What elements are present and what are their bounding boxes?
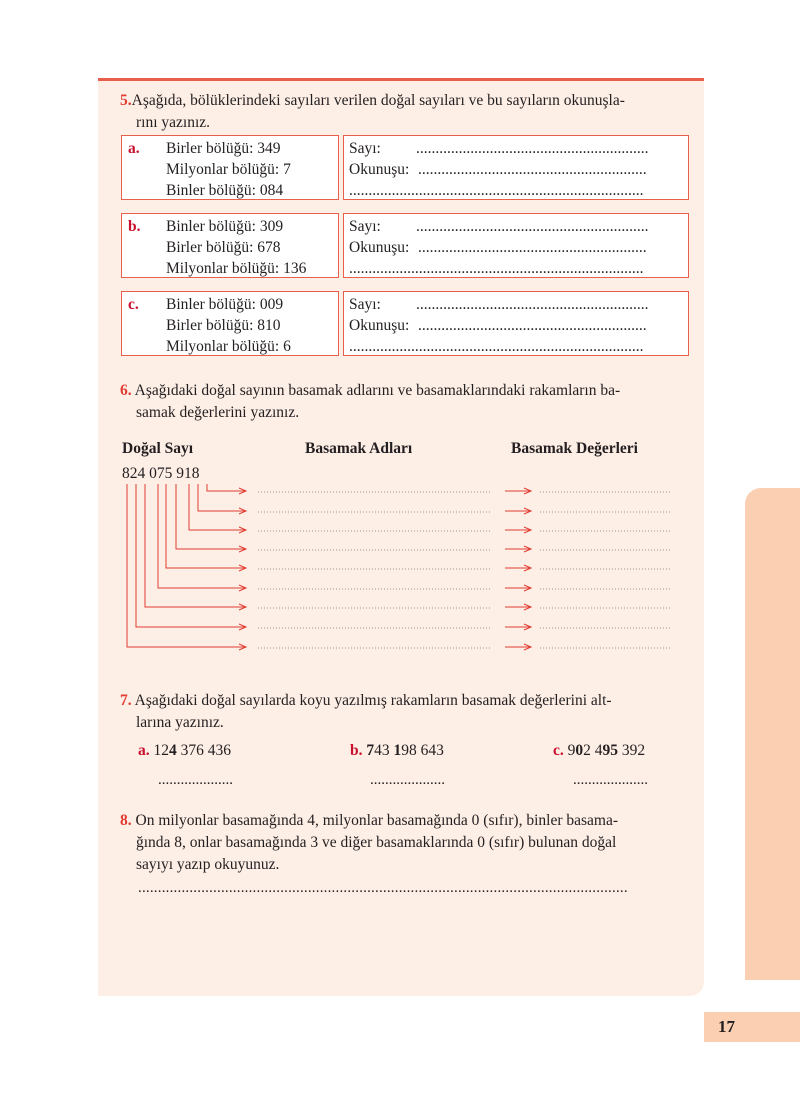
q7-number: 7. <box>120 692 132 709</box>
sayi-label: Sayı: <box>349 218 381 235</box>
q7-answer-line[interactable]: .................... <box>158 772 233 788</box>
q5-item-label: c. <box>128 296 139 313</box>
connector-arrow <box>166 484 246 568</box>
blank-answer-line[interactable]: ............................................................................ <box>349 182 644 199</box>
sayi-label: Sayı: <box>349 140 381 157</box>
connector-arrow <box>198 484 246 511</box>
q7-prompt <box>120 690 700 734</box>
q5-text-line2: rını yazınız. <box>136 114 211 131</box>
value-arrow <box>505 585 531 591</box>
bold-digit: 1 <box>393 742 402 759</box>
q7-answer-line[interactable]: .................... <box>573 772 648 788</box>
q5-text-line1: Aşağıda, bölüklerindeki sayıları verilen doğal sayıları ve bu sayıların okunuşla- <box>131 92 625 109</box>
q5-item-line: Birler bölüğü: 349 <box>166 140 281 157</box>
digit-text: 43 <box>374 742 394 759</box>
digit-text: 376 436 <box>176 742 231 759</box>
value-arrow <box>505 565 531 571</box>
sayi-label: Sayı: <box>349 296 381 313</box>
q7-answer-line[interactable]: .................... <box>370 772 445 788</box>
q6-col-dogal: Doğal Sayı <box>122 440 194 457</box>
q5-item-line: Binler bölüğü: 309 <box>166 218 284 235</box>
q7-item-c <box>553 742 645 760</box>
blank-answer-line[interactable]: ............................................................................ <box>349 338 644 355</box>
value-arrow <box>505 644 531 650</box>
sayi-answer-line[interactable]: ............................................................ <box>416 218 649 235</box>
value-arrow <box>505 624 531 630</box>
q7-item-label: b. <box>350 742 363 759</box>
bold-digit: 0 <box>575 742 584 759</box>
connector-arrow <box>136 484 246 627</box>
value-arrow <box>505 508 531 514</box>
q8-text-line1: On milyonlar basamağında 4, milyonlar basamağında 0 (sıfır), binler basama- <box>135 812 619 829</box>
connector-arrow <box>207 484 246 491</box>
q6-text-line1: Aşağıdaki doğal sayının basamak adlarını ve basamaklarındaki rakamların ba- <box>134 382 621 399</box>
q7-text-line1: Aşağıdaki doğal sayılarda koyu yazılmış rakamların basamak değerlerini alt- <box>134 692 612 709</box>
connector-arrow <box>158 484 246 588</box>
q5-item-label: b. <box>128 218 141 235</box>
digit-text: 98 643 <box>401 742 444 759</box>
value-arrow <box>505 488 531 494</box>
value-arrow <box>505 604 531 610</box>
okunus-label: Okunuşu: <box>349 317 410 334</box>
page-number: 17 <box>704 1012 800 1042</box>
q5-item-line: Binler bölüğü: 009 <box>166 296 284 313</box>
q7-item-b <box>350 742 444 760</box>
okunus-answer-line[interactable]: ........................................................... <box>418 239 647 256</box>
q6-col-degerler: Basamak Değerleri <box>511 440 638 457</box>
q6-col-adlar: Basamak Adları <box>305 440 413 457</box>
q6-number: 6. <box>120 382 132 399</box>
q7-item-label: c. <box>553 742 564 759</box>
q5-item-line: Milyonlar bölüğü: 136 <box>166 260 307 277</box>
q6-text-line2: samak değerlerini yazınız. <box>136 404 300 421</box>
value-arrow <box>505 527 531 533</box>
q5-number: 5. <box>120 92 132 109</box>
q8-text-line3: sayıyı yazıp okuyunuz. <box>136 856 280 873</box>
q6-number-value: 824 075 918 <box>122 465 200 482</box>
q5-item-line: Milyonlar bölüğü: 6 <box>166 338 291 355</box>
value-arrow <box>505 546 531 552</box>
okunus-answer-line[interactable]: ........................................................... <box>418 161 647 178</box>
q7-text-line2: larına yazınız. <box>136 714 224 731</box>
q5-item-label: a. <box>128 140 140 157</box>
connector-arrow <box>176 484 246 549</box>
okunus-label: Okunuşu: <box>349 239 410 256</box>
sayi-answer-line[interactable]: ............................................................ <box>416 140 649 157</box>
digit-text: 2 4 <box>583 742 603 759</box>
bold-digit: 4 <box>169 742 177 759</box>
q8-answer-line[interactable]: ............................................................................................................................ <box>138 880 628 896</box>
q8-number: 8. <box>120 812 132 829</box>
q7-item-a <box>138 742 231 760</box>
okunus-answer-line[interactable]: ........................................................... <box>418 317 647 334</box>
q8-prompt <box>120 810 700 876</box>
okunus-label: Okunuşu: <box>349 161 410 178</box>
q8-text-line2: ğında 8, onlar basamağında 3 ve diğer basamaklarında 0 (sıfır) bulunan doğal <box>136 834 617 851</box>
q5-item-line: Binler bölüğü: 084 <box>166 182 284 199</box>
connector-arrow <box>145 484 246 607</box>
q5-item-line: Birler bölüğü: 810 <box>166 317 281 334</box>
bold-digit: 95 <box>602 742 619 759</box>
digit-text: 9 <box>567 742 576 759</box>
q5-item-line: Birler bölüğü: 678 <box>166 239 281 256</box>
q7-item-label: a. <box>138 742 150 759</box>
sayi-answer-line[interactable]: ............................................................ <box>416 296 649 313</box>
q5-item-line: Milyonlar bölüğü: 7 <box>166 161 291 178</box>
digit-text: 12 <box>153 742 169 759</box>
bold-digit: 7 <box>366 742 375 759</box>
digit-text: 392 <box>618 742 646 759</box>
blank-answer-line[interactable]: ............................................................................ <box>349 260 644 277</box>
